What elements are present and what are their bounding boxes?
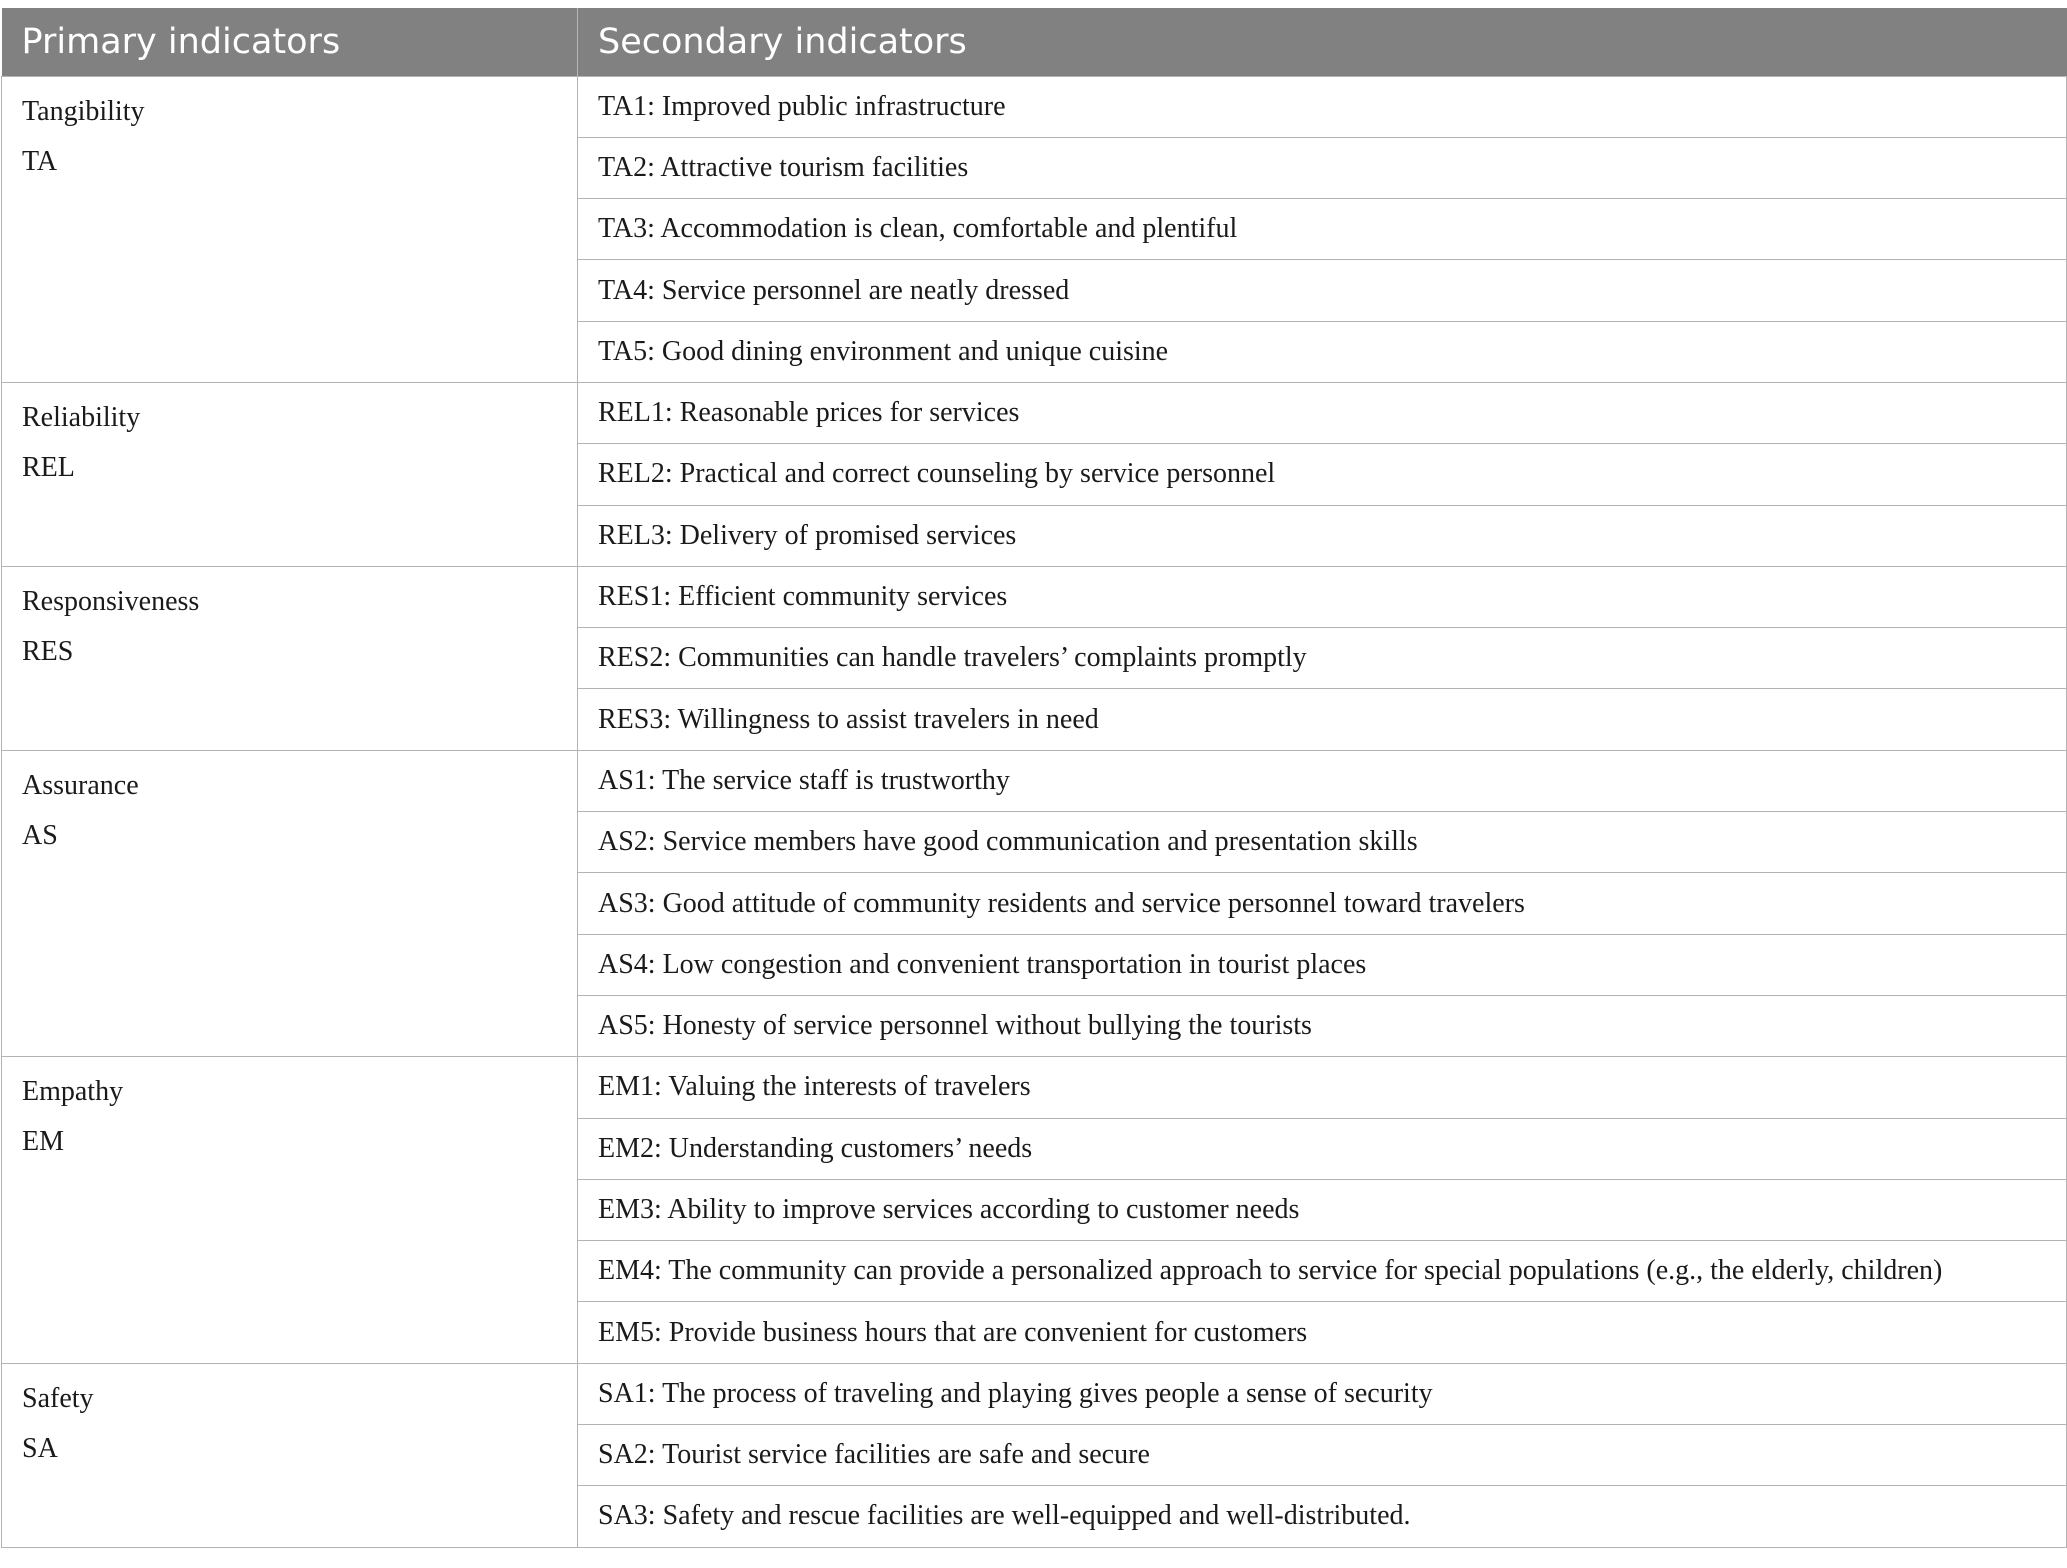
secondary-indicator-cell: TA4: Service personnel are neatly dressed (578, 260, 2067, 321)
indicator-table-container (1, 8, 2066, 1548)
secondary-indicator-cell: AS5: Honesty of service personnel without bullying the tourists (578, 995, 2067, 1056)
secondary-indicator-cell: RES1: Efficient community services (578, 566, 2067, 627)
primary-indicator-cell (2, 76, 578, 382)
table-row (2, 382, 2067, 443)
table-body (2, 76, 2067, 1547)
primary-indicator-code: AS (22, 819, 58, 851)
primary-indicator-cell (2, 566, 578, 750)
header-row (2, 8, 2067, 76)
secondary-indicator-cell: SA1: The process of traveling and playing gives people a sense of security (578, 1363, 2067, 1424)
secondary-indicator-cell: SA2: Tourist service facilities are safe and secure (578, 1425, 2067, 1486)
secondary-indicator-cell: AS2: Service members have good communication and presentation skills (578, 812, 2067, 873)
secondary-indicator-cell: EM1: Valuing the interests of travelers (578, 1057, 2067, 1118)
secondary-indicator-cell: REL1: Reasonable prices for services (578, 382, 2067, 443)
secondary-indicator-cell: TA1: Improved public infrastructure (578, 76, 2067, 137)
primary-indicator-code: REL (22, 451, 75, 483)
secondary-indicator-cell: TA5: Good dining environment and unique cuisine (578, 321, 2067, 382)
secondary-indicator-cell: AS1: The service staff is trustworthy (578, 750, 2067, 811)
primary-indicator-code: TA (22, 145, 58, 177)
secondary-indicator-cell: AS4: Low congestion and convenient transportation in tourist places (578, 934, 2067, 995)
secondary-indicator-cell: SA3: Safety and rescue facilities are well-equipped and well-distributed. (578, 1486, 2067, 1547)
secondary-indicator-cell: RES2: Communities can handle travelers’ complaints promptly (578, 628, 2067, 689)
secondary-indicator-cell: REL2: Practical and correct counseling by service personnel (578, 444, 2067, 505)
secondary-indicator-cell: RES3: Willingness to assist travelers in need (578, 689, 2067, 750)
primary-indicator-name: Empathy (22, 1076, 124, 1108)
primary-indicator-name: Responsiveness (22, 585, 200, 617)
table-row (2, 76, 2067, 137)
table-row (2, 1363, 2067, 1424)
secondary-indicator-cell: EM3: Ability to improve services according to customer needs (578, 1179, 2067, 1240)
primary-indicator-code: SA (22, 1432, 58, 1464)
primary-indicator-cell (2, 1363, 578, 1547)
primary-indicator-cell (2, 1057, 578, 1363)
primary-indicator-name: Reliability (22, 401, 141, 433)
secondary-indicator-cell: EM5: Provide business hours that are convenient for customers (578, 1302, 2067, 1363)
primary-indicator-name: Safety (22, 1382, 94, 1414)
primary-indicator-name: Tangibility (22, 95, 145, 127)
primary-indicator-cell (2, 750, 578, 1056)
table-row (2, 750, 2067, 811)
indicator-table (1, 8, 2067, 1548)
secondary-indicator-cell: EM2: Understanding customers’ needs (578, 1118, 2067, 1179)
secondary-indicator-cell: AS3: Good attitude of community residents and service personnel toward travelers (578, 873, 2067, 934)
secondary-indicator-cell: TA2: Attractive tourism facilities (578, 137, 2067, 198)
table-row (2, 566, 2067, 627)
secondary-indicator-cell: EM4: The community can provide a personalized approach to service for special populations (e.g., the elderly, children) (578, 1241, 2067, 1302)
primary-indicator-cell (2, 382, 578, 566)
secondary-indicator-cell: REL3: Delivery of promised services (578, 505, 2067, 566)
header-primary-indicators: Primary indicators (2, 8, 578, 76)
header-secondary-indicators: Secondary indicators (578, 8, 2067, 76)
primary-indicator-name: Assurance (22, 769, 139, 801)
primary-indicator-code: RES (22, 635, 74, 667)
table-row (2, 1057, 2067, 1118)
primary-indicator-code: EM (22, 1126, 64, 1158)
table-header (2, 8, 2067, 76)
secondary-indicator-cell: TA3: Accommodation is clean, comfortable and plentiful (578, 199, 2067, 260)
